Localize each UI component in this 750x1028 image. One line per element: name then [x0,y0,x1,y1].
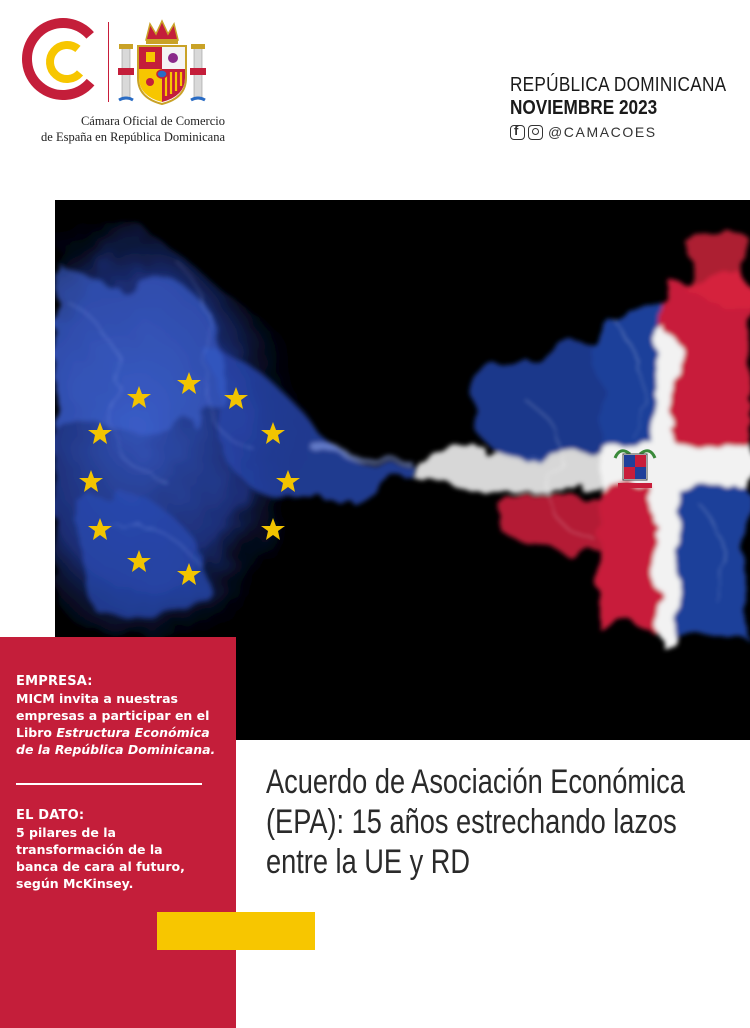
company-text-line-2: empresas a participar en el [16,708,210,723]
eu-flag-smoke [55,215,415,643]
instagram-icon[interactable] [528,125,543,140]
country-label: REPÚBLICA DOMINICANA [510,74,727,96]
fact-text[interactable] [16,824,221,892]
fact-text-line-4: según McKinsey. [16,876,134,891]
company-section [16,673,221,758]
company-book-title-2: de la República Dominicana. [16,742,216,757]
social-links [510,124,750,140]
company-text-line-4 [16,741,221,758]
company-book-title-1: Estructura Económica [56,725,210,740]
yellow-accent-bar [157,912,315,950]
spanish-coat-of-arms-icon [116,18,208,108]
headline-line-1: Acuerdo de Asociación Económica [266,763,685,801]
article-headline[interactable] [266,762,738,882]
org-name-line-2: de España en República Dominicana [41,130,225,144]
issue-date: NOVIEMBRE 2023 [510,97,658,119]
facebook-icon[interactable] [510,125,525,140]
org-name-line-1: Cámara Oficial de Comercio [80,114,225,128]
camara-c-logo-icon [22,18,104,100]
fact-heading: EL DATO: [16,808,85,823]
company-text[interactable] [16,690,221,758]
company-text-prefix: Libro [16,725,57,740]
fact-text-line-3: banca de cara al futuro, [16,859,185,874]
sidebar-divider [16,783,202,785]
headline-line-3: entre la UE y RD [266,843,471,881]
fact-text-line-2: transformación de la [16,842,163,857]
organization-name [10,113,225,145]
fact-text-line-1: 5 pilares de la [16,825,116,840]
company-heading: EMPRESA: [16,674,93,689]
sidebar-red-panel [0,637,236,1028]
header-info [510,74,750,140]
dr-flag-smoke [415,230,750,640]
social-handle[interactable]: @CAMACOES [548,124,657,140]
company-text-line-1: MICM invita a nuestras [16,691,178,706]
headline-line-2: (EPA): 15 años estrechando lazos [266,803,677,841]
logo-divider [108,22,109,102]
company-text-line-3 [16,724,221,741]
fact-section [16,807,221,892]
